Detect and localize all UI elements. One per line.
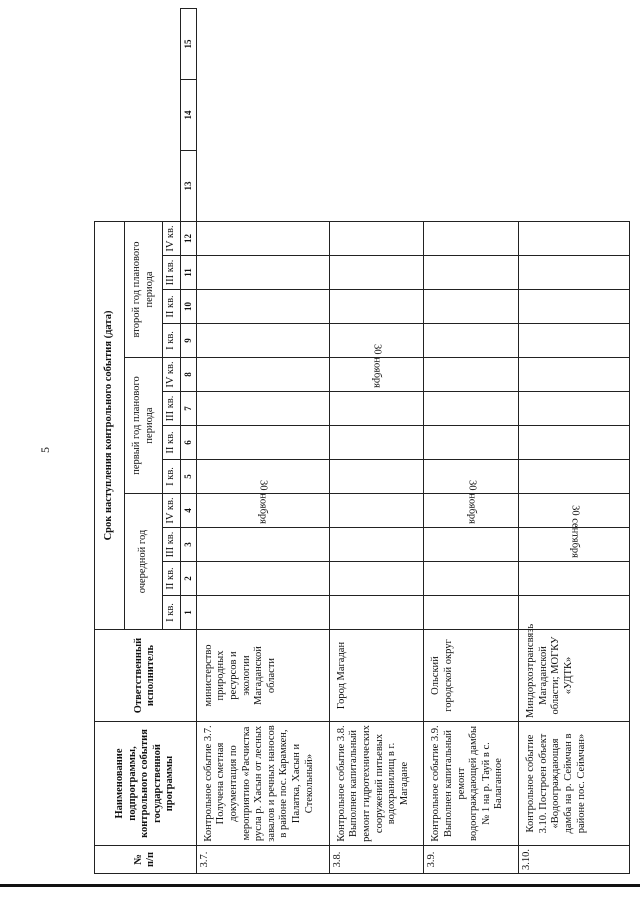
- quarter-date-cell: [196, 426, 329, 460]
- bottom-rule: [0, 884, 640, 887]
- column-number: 5: [181, 460, 197, 494]
- document-page: [94, 8, 640, 870]
- header-quarter: IV кв.: [163, 358, 181, 392]
- header-quarter: III кв.: [163, 256, 181, 290]
- header-deadline: Срок наступления контрольного события (дата): [95, 221, 125, 629]
- control-event-name: Контрольное событие 3.9. Выполнен капитальный ремонт водоограждающей дамбы № 1 на р. Тауй в с. Балаганное: [424, 722, 519, 846]
- quarter-date-cell: [424, 392, 519, 426]
- quarter-date-cell: [519, 290, 630, 324]
- header-quarter: II кв.: [163, 290, 181, 324]
- deadline-date: 30 сентября: [569, 505, 581, 558]
- quarter-date-cell: [196, 358, 329, 392]
- quarter-date-cell: [519, 505, 630, 562]
- control-event-name: Контрольное событие 3.10. Построен объект «Водоограждающая дамба на р. Сеймчан в районе пос. Сеймчан»: [519, 722, 630, 846]
- quarter-date-cell: [519, 221, 630, 255]
- rotated-table-container: [94, 8, 630, 874]
- responsible-executor: Ольский городской округ: [424, 630, 519, 722]
- quarter-date-cell: [424, 528, 519, 562]
- header-quarter: IV кв.: [163, 221, 181, 255]
- quarter-date-cell: [329, 392, 424, 426]
- table-row: [329, 9, 424, 874]
- quarter-date-cell: [329, 290, 424, 324]
- quarter-date-cell: [329, 343, 424, 392]
- quarter-date-cell: [519, 562, 630, 596]
- column-number: 4: [181, 494, 197, 528]
- column-number: 13: [181, 150, 197, 221]
- quarter-date-cell: [329, 426, 424, 460]
- control-event-name: Контрольное событие 3.8. Выполнен капитальный ремонт гидротехнических сооружений питьевых водохранилищ в г. Магадане: [329, 722, 424, 846]
- column-number: 3: [181, 528, 197, 562]
- column-number: 12: [181, 221, 197, 255]
- quarter-date-cell: [196, 479, 329, 528]
- quarter-date-cell: [424, 562, 519, 596]
- column-number: 6: [181, 426, 197, 460]
- row-number: 3.10.: [519, 846, 630, 874]
- quarter-date-cell: [424, 290, 519, 324]
- header-quarter: I кв.: [163, 460, 181, 494]
- table-body: [196, 9, 629, 874]
- column-number: 2: [181, 562, 197, 596]
- row-number: 3.7.: [196, 846, 329, 874]
- quarter-date-cell: [424, 596, 519, 630]
- quarter-date-cell: [196, 324, 329, 358]
- quarter-date-cell: [424, 324, 519, 358]
- control-events-table: [94, 8, 630, 874]
- header-quarter: II кв.: [163, 426, 181, 460]
- quarter-date-cell: [196, 392, 329, 426]
- table-row: [519, 9, 630, 874]
- quarter-date-cell: [519, 256, 630, 290]
- quarter-date-cell: [196, 290, 329, 324]
- quarter-date-cell: [329, 221, 424, 255]
- quarter-date-cell: [329, 596, 424, 630]
- deadline-date: 30 ноября: [258, 479, 270, 524]
- quarter-date-cell: [424, 256, 519, 290]
- quarter-date-cell: [519, 324, 630, 358]
- quarter-date-cell: [196, 528, 329, 562]
- header-quarter: I кв.: [163, 324, 181, 358]
- quarter-date-cell: [196, 221, 329, 255]
- quarter-date-cell: [424, 426, 519, 460]
- quarter-date-cell: [519, 358, 630, 392]
- header-second-year: второй год планового периода: [125, 221, 163, 357]
- header-quarter: II кв.: [163, 562, 181, 596]
- column-number: 1: [181, 596, 197, 630]
- column-number: 7: [181, 392, 197, 426]
- header-first-year: первый год планового периода: [125, 358, 163, 494]
- header-no: № п/п: [95, 846, 197, 874]
- quarter-date-cell: [329, 460, 424, 494]
- header-quarter: IV кв.: [163, 494, 181, 528]
- column-number: 14: [181, 79, 197, 150]
- table-row: [424, 9, 519, 874]
- responsible-executor: Миндорхозтрансвязь Магаданской области; МОГКУ «УДТК»: [519, 630, 630, 722]
- control-event-name: Контрольное событие 3.7. Получена сметная документация по мероприятию «Расчистка русла р. Хасын от лесных завалов и речных наносов в районе пос. Карамкен, Палатка, Хасын и Стекольный»: [196, 722, 329, 846]
- header-quarter: I кв.: [163, 596, 181, 630]
- quarter-date-cell: [196, 256, 329, 290]
- responsible-executor: Город Магадан: [329, 630, 424, 722]
- page-number: 5: [38, 447, 52, 453]
- quarter-date-cell: [519, 460, 630, 494]
- quarter-date-cell: [424, 358, 519, 392]
- column-number: 15: [181, 9, 197, 80]
- header-executor: Ответственный исполнитель: [95, 630, 197, 722]
- row-number: 3.8.: [329, 846, 424, 874]
- column-number: 11: [181, 256, 197, 290]
- deadline-date: 30 ноября: [371, 343, 383, 388]
- quarter-date-cell: [329, 528, 424, 562]
- quarter-date-cell: [329, 562, 424, 596]
- deadline-date: 30 ноября: [466, 479, 478, 524]
- quarter-date-cell: [519, 392, 630, 426]
- table-row: [196, 9, 329, 874]
- header-quarter: III кв.: [163, 392, 181, 426]
- quarter-date-cell: [519, 426, 630, 460]
- row-number: 3.9.: [424, 846, 519, 874]
- column-number: 9: [181, 324, 197, 358]
- header-quarter: III кв.: [163, 528, 181, 562]
- quarter-date-cell: [196, 596, 329, 630]
- responsible-executor: министерство природных ресурсов и экологии Магаданской области: [196, 630, 329, 722]
- quarter-date-cell: [329, 256, 424, 290]
- quarter-date-cell: [329, 494, 424, 528]
- column-number: 10: [181, 290, 197, 324]
- quarter-date-cell: [424, 479, 519, 528]
- quarter-date-cell: [196, 562, 329, 596]
- header-current-year: очередной год: [125, 494, 163, 630]
- quarter-date-cell: [424, 221, 519, 255]
- header-name: Наименование подпрограммы, контрольного события государственной программы: [95, 722, 197, 846]
- column-number: 8: [181, 358, 197, 392]
